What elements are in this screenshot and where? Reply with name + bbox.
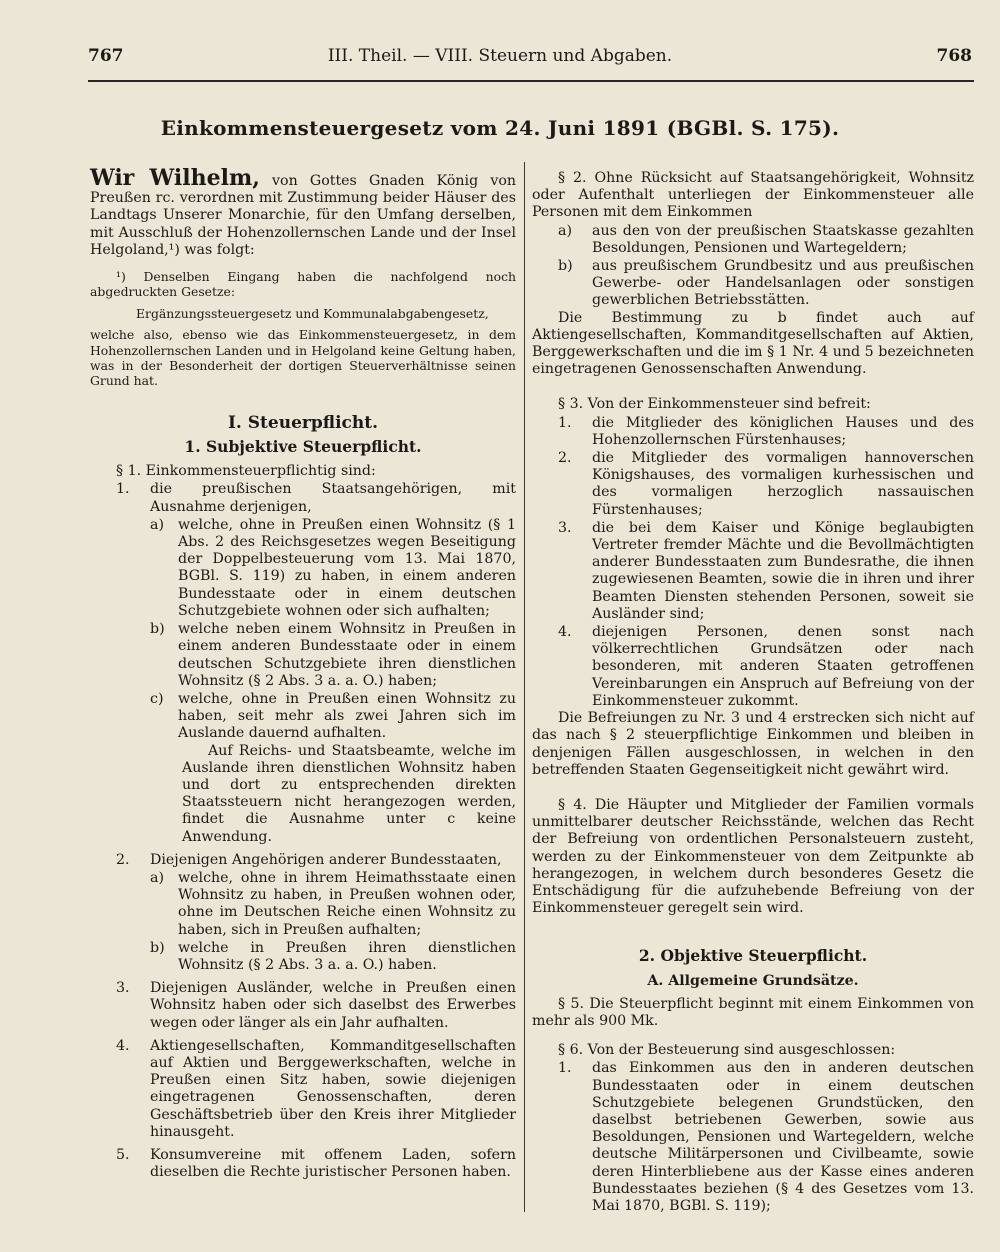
preamble-text: von Gottes Gnaden König von Preußen rc. verordnen mit Zustimmung beider Häuser des Landtags Unserer Monarchie, für den Umfang derselben, mit Ausschluß der Hohenzollernschen Lande und der Insel Helgoland,¹) was folgt: — [90, 173, 517, 258]
section-1: § 1. Einkommensteuerpflichtig sind: — [116, 463, 376, 480]
section-1-note: Auf Reichs- und Staatsbeamte, welche im Auslande ihren dienstlichen Wohnsitz haben und dort zu entsprechenden direkten Staatssteuern nicht herangezogen werden, findet die Ausnahme unter c keine Anwendung. — [182, 742, 516, 845]
page-number-left: 767 — [88, 46, 124, 66]
law-title: Einkommensteuergesetz vom 24. Juni 1891 (BGBl. S. 175). — [160, 116, 840, 140]
list-item: a) aus den von der preußischen Staatskasse gezahlten Besoldungen, Pensionen und Wartegeldern; — [558, 222, 974, 256]
list-item: 1. die preußischen Staatsangehörigen, mit Ausnahme derjenigen, — [116, 481, 516, 515]
footnote-text-2: welche also, ebenso wie das Einkommensteuergesetz, in dem Hohenzollernschen Landen und in Helgoland keine Geltung haben, was in der Besonderheit der dortigen Steuerverhältnisse seinen Grund hat. — [90, 327, 516, 389]
list-item: b) welche in Preußen ihren dienstlichen Wohnsitz (§ 2 Abs. 3 a. a. O.) haben. — [150, 939, 516, 973]
list-item: a) welche, ohne in Preußen einen Wohnsitz (§ 1 Abs. 2 des Reichsgesetzes wegen Beseitigung der Doppelbesteuerung vom 13. Mai 1870, BGBl. S. 119) zu haben, in einem anderen Bundesstaate oder in einem deutschen Schutzgebiete wohnen oder sich aufhalten; — [150, 516, 516, 619]
list-item: a) welche, ohne in ihrem Heimathsstaate einen Wohnsitz zu haben, in Preußen wohnen oder, ohne im Deutschen Reiche einen Wohnsitz zu haben, sich in Preußen aufhalten; — [150, 869, 516, 938]
preamble-opening: Wir Wilhelm, — [90, 165, 260, 191]
section-3: § 3. Von der Einkommensteuer sind befreit: — [558, 396, 871, 413]
left-column — [90, 165, 517, 1181]
footnote-text-1: ¹) Denselben Eingang haben die nachfolgend noch abgedruckten Gesetze: — [90, 269, 516, 300]
list-item: b) welche neben einem Wohnsitz in Preußen in einem anderen Bundesstaate oder in einem deutschen Schutzgebiete ihren dienstlichen Wohnsitz (§ 2 Abs. 3 a. a. O.) haben; — [150, 621, 516, 689]
page-number-right: 768 — [936, 46, 972, 66]
running-title: III. Theil. — VIII. Steuern und Abgaben. — [327, 46, 673, 66]
preamble — [90, 165, 517, 259]
section-4: § 4. Die Häupter und Mitglieder der Familien vormals unmittelbarer deutscher Reichsstände, welchen das Recht der Befreiung von ordentlichen Personalsteuern zusteht, werden zu der Einkommensteuer von dem Zeitpunkte ab herangezogen, in welchem durch besonderes Gesetz die Entschädigung für die aufzuhebende Befreiung von der Einkommensteuer geregelt sein wird. — [532, 796, 974, 917]
column-divider — [524, 162, 525, 1212]
list-item: 3. Diejenigen Ausländer, welche in Preußen einen Wohnsitz haben oder sich daselbst des Erwerbes wegen oder länger als ein Jahr aufhalten. — [116, 980, 516, 1031]
right-column — [532, 170, 974, 1215]
header-rule — [88, 80, 974, 82]
section-2: § 2. Ohne Rücksicht auf Staatsangehörigkeit, Wohnsitz oder Aufenthalt unterliegen der Einkommensteuer alle Personen mit dem Einkommen — [532, 170, 974, 221]
running-header — [0, 40, 1000, 80]
section-6: § 6. Von der Besteuerung sind ausgeschlossen: — [558, 1042, 896, 1059]
heading-subjektive: 1. Subjektive Steuerpflicht. — [184, 437, 422, 457]
list-item: 5. Konsumvereine mit offenem Laden, sofern dieselben die Rechte juristischer Personen haben. — [116, 1146, 516, 1181]
heading-allgemeine: A. Allgemeine Grundsätze. — [647, 972, 859, 989]
section-5: § 5. Die Steuerpflicht beginnt mit einem Einkommen von mehr als 900 Mk. — [532, 995, 974, 1029]
section-3-tail: Die Befreiungen zu Nr. 3 und 4 erstrecken sich nicht auf das nach § 2 steuerpflichtige Einkommen und bleiben in denjenigen Fällen ausgeschlossen, in welchen in den betreffenden Staaten Gegenseitigkeit nicht gewährt wird. — [532, 710, 974, 778]
list-item: 1. das Einkommen aus den in anderen deutschen Bundesstaaten oder in einem deutschen Schutzgebiete belegenen Grundstücken, den daselbst betriebenen Gewerben, sowie aus Besoldungen, Pensionen und Wartegeldern, welche deutsche Militärpersonen und Civilbeamte, sowie deren Hinterbliebene aus der Kasse eines anderen Bundesstaates beziehen (§ 4 des Gesetzes vom 13. Mai 1870, BGBl. S. 119); — [558, 1060, 974, 1214]
footnote — [90, 269, 516, 389]
list-item: b) aus preußischem Grundbesitz und aus preußischen Gewerbe- oder Handelsanlagen oder sonstigen gewerblichen Betriebsstätten. — [558, 258, 974, 309]
footnote-list: Ergänzungssteuergesetz und Kommunalabgabengesetz, — [136, 305, 489, 321]
list-item: 4. Aktiengesellschaften, Kommanditgesellschaften auf Aktien und Berggewerkschaften, welche in Preußen einen Sitz haben, sowie diejenigen eingetragenen Genossenschaften, deren Geschäftsbetrieb über den Kreis ihrer Mitglieder hinausgeht. — [116, 1037, 516, 1140]
list-item: 4. diejenigen Personen, denen sonst nach völkerrechtlichen Grundsätzen oder nach besonderen, mit anderen Staaten getroffenen Vereinbarungen ein Anspruch auf Befreiung von der Einkommensteuer zukommt. — [558, 624, 974, 709]
list-item: 2. Diejenigen Angehörigen anderer Bundesstaaten, — [116, 851, 502, 868]
heading-objektive: 2. Objektive Steuerpflicht. — [638, 946, 868, 966]
list-item: 3. die bei dem Kaiser und Könige beglaubigten Vertreter fremder Mächte und die Bevollmächtigten anderer Bundesstaaten zum Bundesrathe, die ihnen zugewiesenen Beamten, sowie die in ihren und ihrer Beamten Diensten stehenden Personen, soweit sie Ausländer sind; — [558, 519, 974, 622]
list-item: 2. die Mitglieder des vormaligen hannoverschen Königshauses, des vormaligen kurhessischen und des vormaligen herzoglich nassauischen Fürstenhauses; — [558, 450, 974, 518]
heading-steuerpflicht: I. Steuerpflicht. — [227, 412, 379, 433]
list-item: 1. die Mitglieder des königlichen Hauses und des Hohenzollernschen Fürstenhauses; — [558, 414, 974, 448]
list-item: c) welche, ohne in Preußen einen Wohnsitz zu haben, seit mehr als zwei Jahren sich im Auslande dauernd aufhalten. — [150, 690, 516, 742]
section-2-tail: Die Bestimmung zu b findet auch auf Aktiengesellschaften, Kommanditgesellschaften auf Aktien, Berggewerkschaften und die im § 1 Nr. 4 und 5 bezeichneten eingetragenen Genossenschaften Anwendung. — [532, 309, 974, 378]
